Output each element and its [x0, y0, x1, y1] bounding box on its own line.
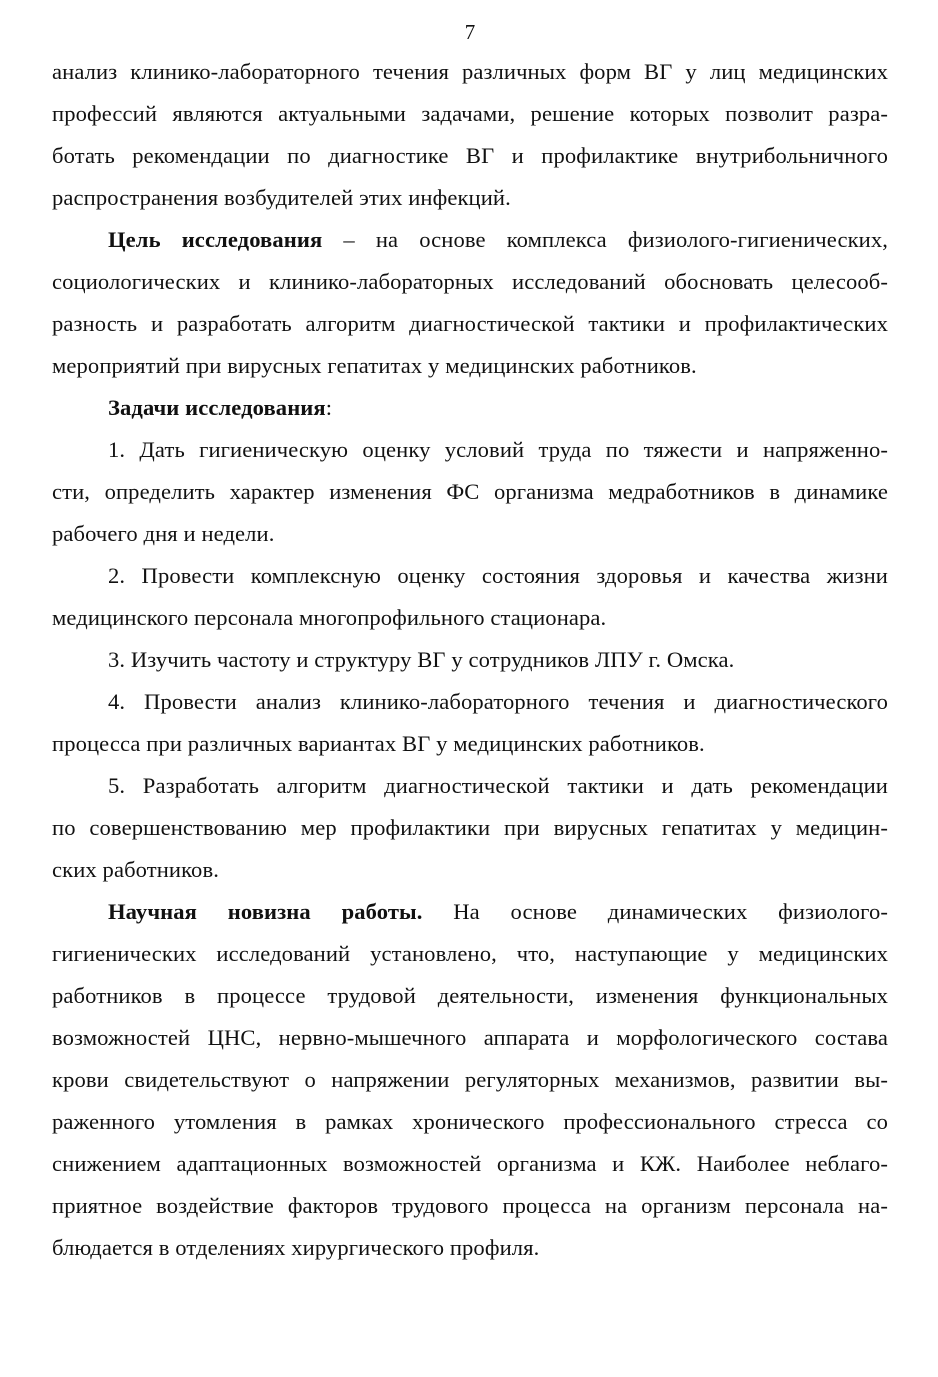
intro-paragraph: [52, 51, 888, 219]
text-line: по совершенствованию мер профилактики при вирусных гепатитах у медицин-: [52, 815, 888, 840]
text-line: работников в процессе трудовой деятельности, изменения функциональных: [52, 983, 888, 1008]
text-line: 1. Дать гигиеническую оценку условий труда по тяжести и напряженно-: [108, 437, 888, 462]
text-line: мероприятий при вирусных гепатитах у медицинских работников.: [52, 353, 697, 378]
goal-paragraph: [52, 219, 888, 387]
text-line: гигиенических исследований установлено, что, наступающие у медицинских: [52, 941, 888, 966]
task-item-3: [52, 639, 888, 681]
text-line: снижением адаптационных возможностей организма и КЖ. Наиболее неблаго-: [52, 1151, 888, 1176]
page-number: 7: [464, 20, 476, 44]
text-line: крови свидетельствуют о напряжении регуляторных механизмов, развитии вы-: [52, 1067, 888, 1092]
task-item-4: [52, 681, 888, 765]
text-line: профессий являются актуальными задачами, решение которых позволит разра-: [52, 101, 888, 126]
text-line: сти, определить характер изменения ФС организма медработников в динамике: [52, 479, 888, 504]
text-line: 2. Провести комплексную оценку состояния здоровья и качества жизни: [108, 563, 888, 588]
tasks-heading-suffix: :: [325, 395, 333, 420]
text-line: 4. Провести анализ клинико-лабораторного течения и диагностического: [108, 689, 888, 714]
text-line: раженного утомления в рамках хронического профессионального стресса со: [52, 1109, 888, 1134]
novelty-heading: Научная новизна работы.: [108, 899, 423, 924]
task-item-2: [52, 555, 888, 639]
text-line: распространения возбудителей этих инфекций.: [52, 185, 511, 210]
novelty-text: На основе динамических физиолого-: [422, 899, 888, 924]
tasks-section: [52, 387, 888, 891]
tasks-heading: Задачи исследования: [108, 395, 326, 420]
text-line: приятное воздействие факторов трудового процесса на организм персонала на-: [52, 1193, 888, 1218]
text-line: ских работников.: [52, 857, 219, 882]
goal-heading: Цель исследования: [108, 227, 323, 252]
novelty-paragraph: [52, 891, 888, 1269]
text-line: социологических и клинико-лабораторных исследований обосновать целесооб-: [52, 269, 888, 294]
text-line: блюдается в отделениях хирургического профиля.: [52, 1235, 540, 1260]
text-line: возможностей ЦНС, нервно-мышечного аппарата и морфологического состава: [52, 1025, 888, 1050]
text-line: 5. Разработать алгоритм диагностической тактики и дать рекомендации: [108, 773, 888, 798]
task-item-1: [52, 429, 888, 555]
page-content: [52, 51, 888, 1269]
text-line: анализ клинико-лабораторного течения различных форм ВГ у лиц медицинских: [52, 59, 888, 84]
tasks-heading-line: [52, 387, 888, 429]
goal-text: – на основе комплекса физиолого-гигиенических,: [322, 227, 888, 252]
text-line: разность и разработать алгоритм диагностической тактики и профилактических: [52, 311, 888, 336]
task-item-5: [52, 765, 888, 891]
novelty-first-line: [52, 891, 888, 933]
text-line: процесса при различных вариантах ВГ у медицинских работников.: [52, 731, 705, 756]
text-line: рабочего дня и недели.: [52, 521, 275, 546]
goal-first-line: [52, 219, 888, 261]
text-line: медицинского персонала многопрофильного стационара.: [52, 605, 607, 630]
text-line: 3. Изучить частоту и структуру ВГ у сотрудников ЛПУ г. Омска.: [108, 647, 735, 672]
text-line: ботать рекомендации по диагностике ВГ и профилактике внутрибольничного: [52, 143, 888, 168]
